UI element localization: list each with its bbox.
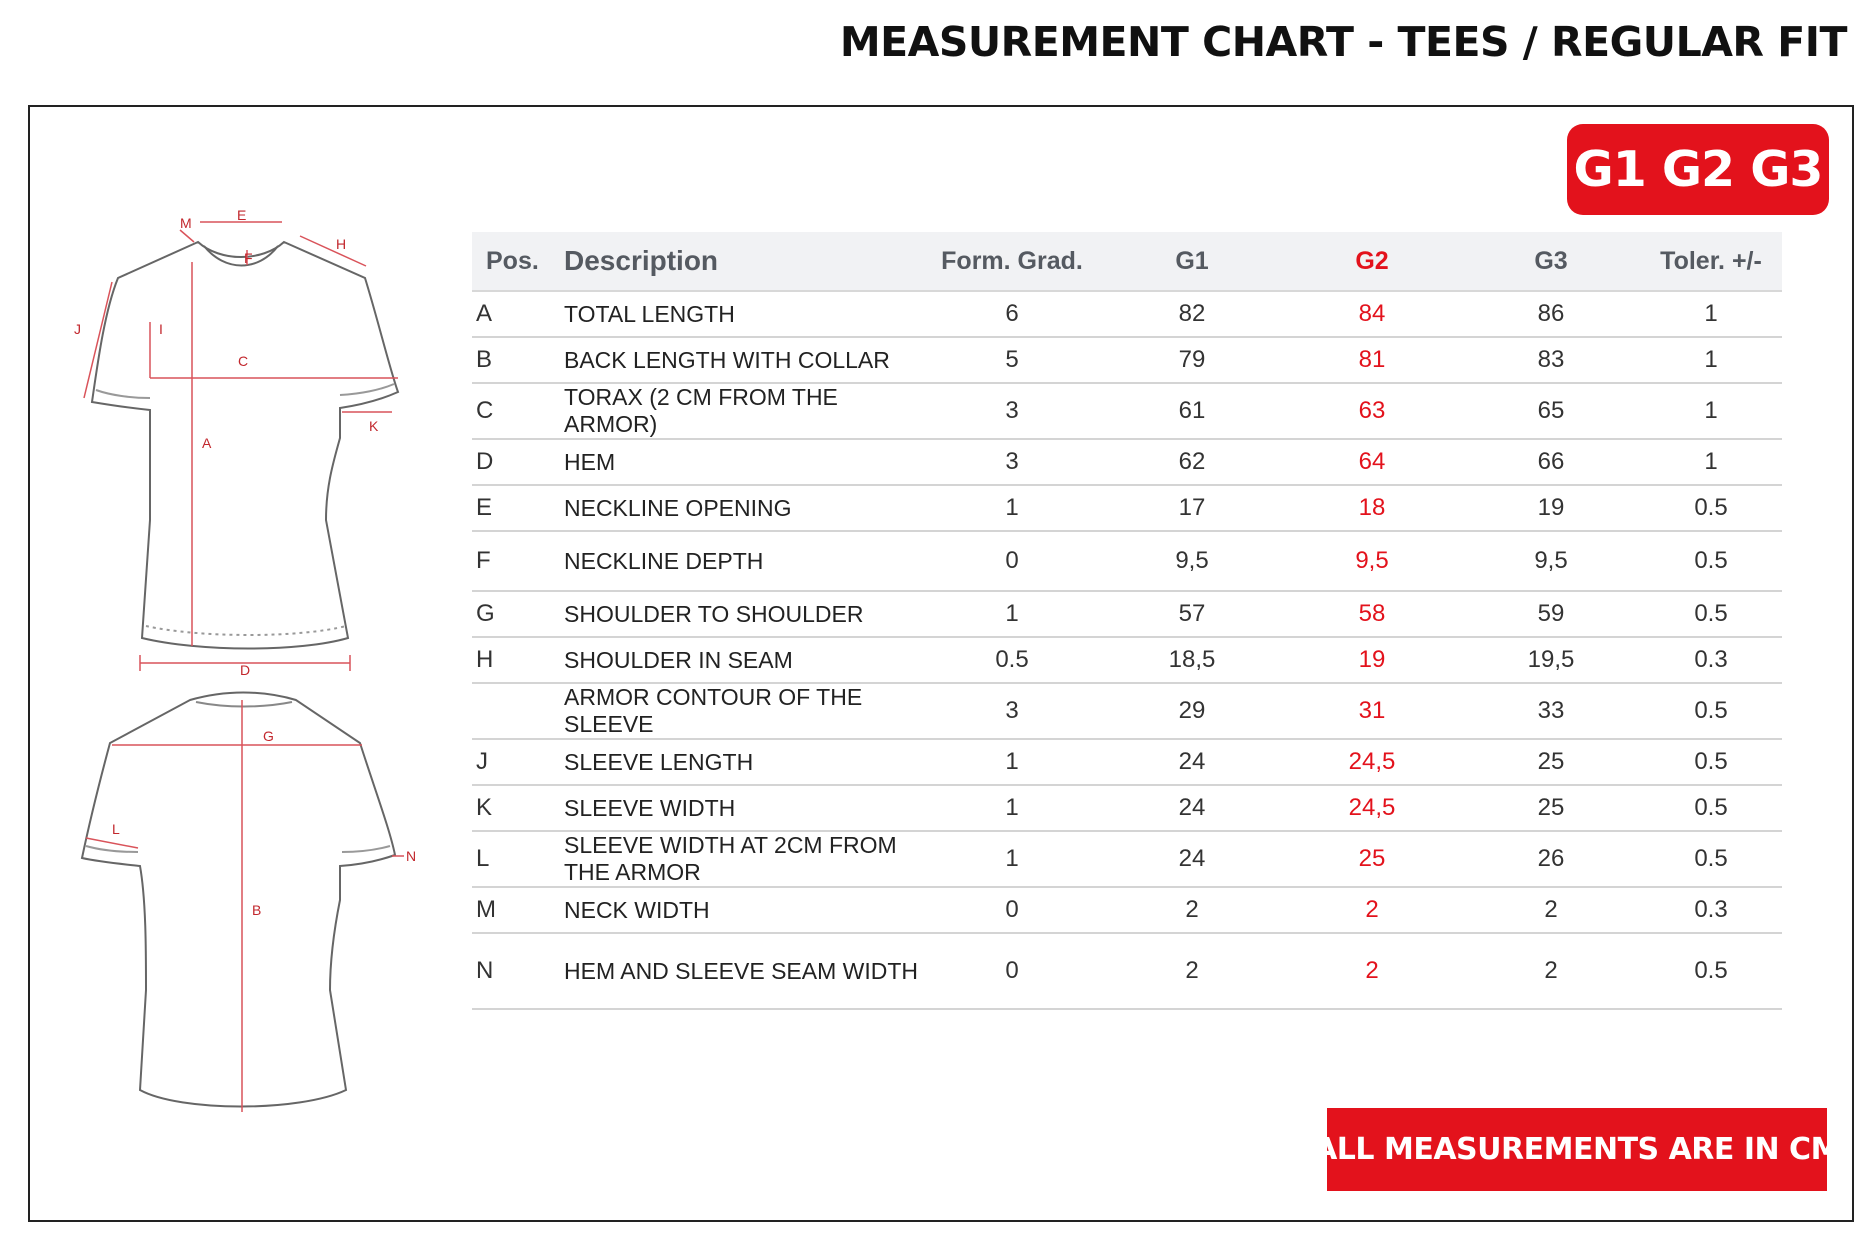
cell-g3: 2: [1462, 887, 1640, 933]
page-title: MEASUREMENT CHART - TEES / REGULAR FIT: [839, 18, 1847, 66]
cell-g1: 17: [1102, 485, 1282, 531]
table-row: [472, 739, 1782, 785]
label-e: E: [237, 207, 247, 223]
cell-g3: 65: [1462, 383, 1640, 439]
units-note-banner: ALL MEASUREMENTS ARE IN CM: [1327, 1108, 1827, 1191]
table-row: [472, 831, 1782, 887]
cell-g1: 24: [1102, 831, 1282, 887]
label-g: G: [263, 728, 274, 744]
cell-form-grad: 0: [922, 531, 1102, 591]
cell-pos: H: [472, 637, 552, 683]
cell-form-grad: 1: [922, 739, 1102, 785]
table-row: [472, 291, 1782, 337]
back-tshirt-outline: [82, 693, 395, 1107]
cell-form-grad: 0.5: [922, 637, 1102, 683]
table-row: [472, 683, 1782, 739]
table-row: [472, 337, 1782, 383]
cell-pos: [472, 683, 552, 739]
cell-pos: E: [472, 485, 552, 531]
cell-g3: 19: [1462, 485, 1640, 531]
cell-g2: 63: [1282, 383, 1462, 439]
cell-pos: F: [472, 531, 552, 591]
cell-form-grad: 6: [922, 291, 1102, 337]
cell-g3: 33: [1462, 683, 1640, 739]
cell-g2: 25: [1282, 831, 1462, 887]
cell-form-grad: 3: [922, 683, 1102, 739]
cell-g3: 25: [1462, 739, 1640, 785]
table-row: [472, 637, 1782, 683]
measurement-table: [472, 232, 1782, 1010]
cell-pos: G: [472, 591, 552, 637]
label-a: A: [202, 435, 212, 451]
front-tshirt-outline: [92, 242, 398, 649]
cell-form-grad: 0: [922, 933, 1102, 1009]
label-l: L: [112, 821, 120, 837]
label-n: N: [406, 848, 417, 864]
cell-g2: 31: [1282, 683, 1462, 739]
cell-pos: N: [472, 933, 552, 1009]
cell-toler: 1: [1640, 439, 1782, 485]
cell-g1: 61: [1102, 383, 1282, 439]
header-g2: G2: [1282, 232, 1462, 291]
cell-form-grad: 3: [922, 439, 1102, 485]
cell-pos: K: [472, 785, 552, 831]
cell-g1: 24: [1102, 739, 1282, 785]
cell-form-grad: 1: [922, 485, 1102, 531]
table-row: [472, 785, 1782, 831]
table-row: [472, 887, 1782, 933]
cell-description: NECKLINE DEPTH: [552, 531, 922, 591]
cell-toler: 0.3: [1640, 637, 1782, 683]
cell-g3: 83: [1462, 337, 1640, 383]
cell-description: ARMOR CONTOUR OF THE SLEEVE: [552, 683, 922, 739]
table-row: [472, 383, 1782, 439]
cell-form-grad: 0: [922, 887, 1102, 933]
table-row: [472, 531, 1782, 591]
table-row: [472, 439, 1782, 485]
header-toler: Toler. +/-: [1640, 232, 1782, 291]
cell-g2: 24,5: [1282, 739, 1462, 785]
cell-description: SLEEVE WIDTH: [552, 785, 922, 831]
back-measure-lines: [86, 700, 404, 1112]
cell-description: TORAX (2 CM FROM THE ARMOR): [552, 383, 922, 439]
cell-description: BACK LENGTH WITH COLLAR: [552, 337, 922, 383]
cell-toler: 0.3: [1640, 887, 1782, 933]
cell-description: NECK WIDTH: [552, 887, 922, 933]
header-form-grad: Form. Grad.: [922, 232, 1102, 291]
cell-g1: 9,5: [1102, 531, 1282, 591]
cell-form-grad: 1: [922, 831, 1102, 887]
cell-toler: 0.5: [1640, 531, 1782, 591]
back-measure-letters: [112, 728, 416, 918]
cell-g1: 82: [1102, 291, 1282, 337]
cell-g2: 81: [1282, 337, 1462, 383]
grade-badge: G1 G2 G3: [1567, 124, 1829, 215]
table-header-row: [472, 232, 1782, 291]
cell-g2: 18: [1282, 485, 1462, 531]
cell-g1: 79: [1102, 337, 1282, 383]
header-description: Description: [552, 232, 922, 291]
label-h: H: [336, 236, 347, 252]
cell-pos: L: [472, 831, 552, 887]
cell-form-grad: 1: [922, 591, 1102, 637]
cell-pos: A: [472, 291, 552, 337]
measurement-table-wrap: [472, 232, 1782, 1010]
cell-g3: 26: [1462, 831, 1640, 887]
cell-description: TOTAL LENGTH: [552, 291, 922, 337]
cell-toler: 0.5: [1640, 485, 1782, 531]
table-row: [472, 485, 1782, 531]
cell-g3: 9,5: [1462, 531, 1640, 591]
table-row: [472, 591, 1782, 637]
cell-g1: 2: [1102, 887, 1282, 933]
cell-description: NECKLINE OPENING: [552, 485, 922, 531]
cell-form-grad: 5: [922, 337, 1102, 383]
cell-toler: 1: [1640, 337, 1782, 383]
front-measure-lines: [84, 222, 398, 671]
cell-pos: B: [472, 337, 552, 383]
cell-g2: 58: [1282, 591, 1462, 637]
cell-description: SLEEVE WIDTH AT 2CM FROM THE ARMOR: [552, 831, 922, 887]
label-b: B: [252, 902, 262, 918]
cell-form-grad: 3: [922, 383, 1102, 439]
cell-g2: 2: [1282, 887, 1462, 933]
label-f: F: [244, 250, 253, 266]
cell-g2: 84: [1282, 291, 1462, 337]
table-row: [472, 933, 1782, 1009]
cell-toler: 0.5: [1640, 933, 1782, 1009]
cell-g2: 9,5: [1282, 531, 1462, 591]
label-d: D: [240, 662, 251, 678]
cell-description: HEM AND SLEEVE SEAM WIDTH: [552, 933, 922, 1009]
cell-g2: 2: [1282, 933, 1462, 1009]
header-pos: Pos.: [472, 232, 552, 291]
label-i: I: [159, 321, 163, 337]
cell-pos: J: [472, 739, 552, 785]
cell-toler: 0.5: [1640, 591, 1782, 637]
cell-toler: 0.5: [1640, 683, 1782, 739]
cell-description: HEM: [552, 439, 922, 485]
header-g1: G1: [1102, 232, 1282, 291]
tshirt-diagram: [0, 0, 460, 1150]
cell-pos: C: [472, 383, 552, 439]
cell-description: SLEEVE LENGTH: [552, 739, 922, 785]
cell-toler: 0.5: [1640, 739, 1782, 785]
label-m: M: [180, 215, 192, 231]
cell-g1: 29: [1102, 683, 1282, 739]
label-c: C: [238, 353, 249, 369]
cell-toler: 0.5: [1640, 785, 1782, 831]
cell-pos: M: [472, 887, 552, 933]
cell-g2: 24,5: [1282, 785, 1462, 831]
cell-toler: 0.5: [1640, 831, 1782, 887]
cell-g3: 86: [1462, 291, 1640, 337]
header-g3: G3: [1462, 232, 1640, 291]
cell-description: SHOULDER IN SEAM: [552, 637, 922, 683]
cell-form-grad: 1: [922, 785, 1102, 831]
cell-pos: D: [472, 439, 552, 485]
cell-g1: 62: [1102, 439, 1282, 485]
cell-toler: 1: [1640, 383, 1782, 439]
cell-g1: 18,5: [1102, 637, 1282, 683]
cell-g2: 19: [1282, 637, 1462, 683]
cell-g1: 24: [1102, 785, 1282, 831]
cell-g3: 19,5: [1462, 637, 1640, 683]
cell-g3: 59: [1462, 591, 1640, 637]
cell-g1: 57: [1102, 591, 1282, 637]
cell-description: SHOULDER TO SHOULDER: [552, 591, 922, 637]
cell-g3: 25: [1462, 785, 1640, 831]
label-k: K: [369, 418, 379, 434]
label-j: J: [74, 321, 81, 337]
cell-g2: 64: [1282, 439, 1462, 485]
cell-toler: 1: [1640, 291, 1782, 337]
cell-g3: 2: [1462, 933, 1640, 1009]
cell-g3: 66: [1462, 439, 1640, 485]
cell-g1: 2: [1102, 933, 1282, 1009]
